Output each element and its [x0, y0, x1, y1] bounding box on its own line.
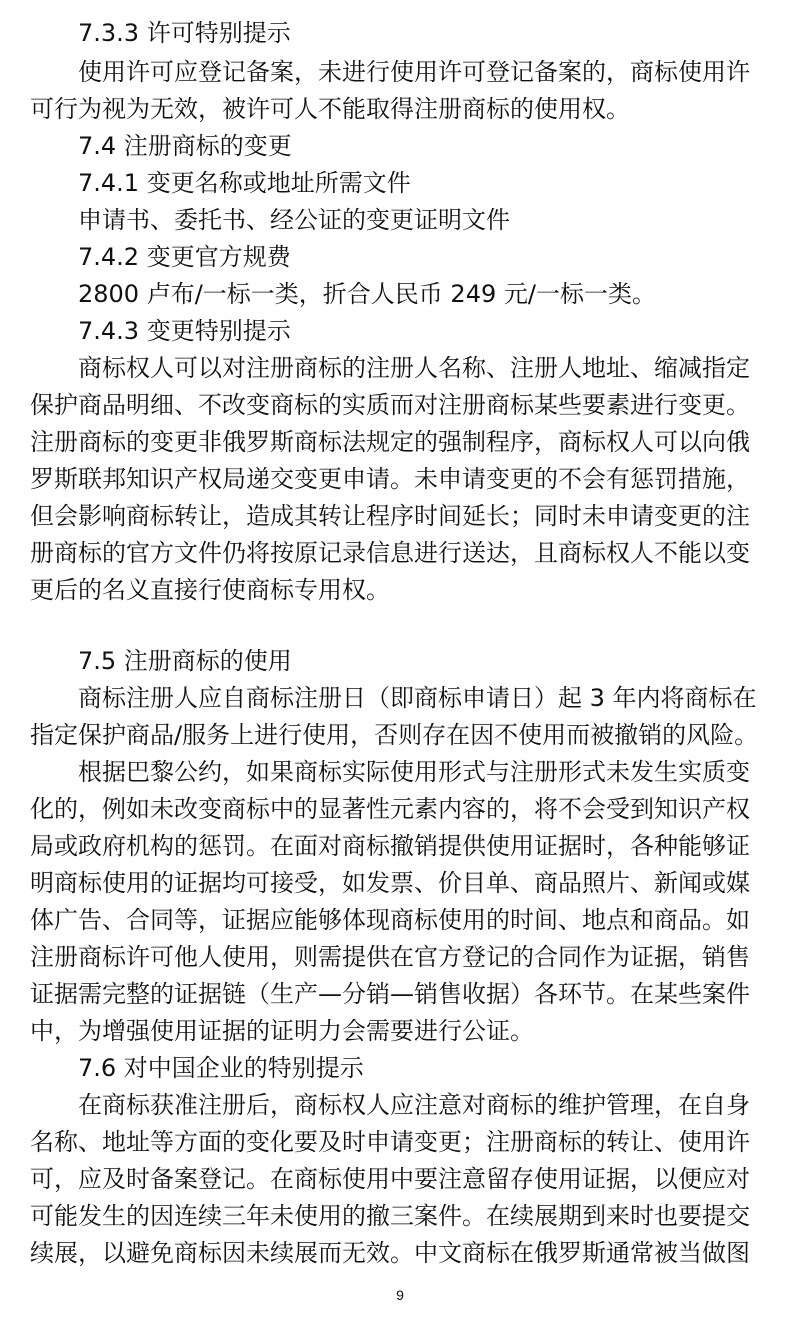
page-number: 9 [396, 1287, 404, 1303]
paragraph-line: 册商标的官方文件仍将按原记录信息进行送达，且商标权人不能以变 [30, 539, 750, 567]
paragraph-line: 根据巴黎公约，如果商标实际使用形式与注册形式未发生实质变 [78, 758, 750, 786]
section-heading-7-4-2: 7.4.2 变更官方规费 [78, 243, 291, 271]
paragraph-line: 但会影响商标转让，造成其转让程序时间延长；同时未申请变更的注 [30, 502, 750, 530]
paragraph-line: 可行为视为无效，被许可人不能取得注册商标的使用权。 [30, 95, 630, 123]
section-heading-7-5: 7.5 注册商标的使用 [78, 647, 292, 675]
paragraph-line: 注册商标的变更非俄罗斯商标法规定的强制程序，商标权人可以向俄 [30, 428, 750, 456]
paragraph-line: 更后的名义直接行使商标专用权。 [30, 576, 390, 604]
paragraph-line: 可，应及时备案登记。在商标使用中要注意留存使用证据，以便应对 [30, 1165, 750, 1193]
paragraph-line: 中，为增强使用证据的证明力会需要进行公证。 [30, 1017, 534, 1045]
paragraph-line: 体广告、合同等，证据应能够体现商标使用的时间、地点和商品。如 [30, 906, 750, 934]
paragraph-line: 商标权人可以对注册商标的注册人名称、注册人地址、缩减指定 [78, 354, 750, 382]
section-heading-7-6: 7.6 对中国企业的特别提示 [78, 1054, 364, 1082]
paragraph-line: 可能发生的因连续三年未使用的撤三案件。在续展期到来时也要提交 [30, 1202, 750, 1230]
paragraph-line: 罗斯联邦知识产权局递交变更申请。未申请变更的不会有惩罚措施， [30, 465, 750, 493]
paragraph-line: 商标注册人应自商标注册日（即商标申请日）起 3 年内将商标在 [78, 684, 757, 712]
paragraph-line: 指定保护商品/服务上进行使用，否则存在因不使用而被撤销的风险。 [30, 721, 759, 749]
paragraph-line: 注册商标许可他人使用，则需提供在官方登记的合同作为证据，销售 [30, 943, 750, 971]
paragraph-line: 名称、地址等方面的变化要及时申请变更；注册商标的转让、使用许 [30, 1128, 750, 1156]
paragraph-line: 明商标使用的证据均可接受，如发票、价目单、商品照片、新闻或媒 [30, 869, 750, 897]
paragraph-line: 使用许可应登记备案，未进行使用许可登记备案的，商标使用许 [78, 58, 750, 86]
section-heading-7-3-3: 7.3.3 许可特别提示 [78, 19, 291, 47]
section-heading-7-4: 7.4 注册商标的变更 [78, 132, 292, 160]
paragraph-line: 局或政府机构的惩罚。在面对商标撤销提供使用证据时，各种能够证 [30, 832, 750, 860]
paragraph-line: 保护商品明细、不改变商标的实质而对注册商标某些要素进行变更。 [30, 391, 750, 419]
section-heading-7-4-1: 7.4.1 变更名称或地址所需文件 [78, 169, 411, 197]
paragraph-line: 在商标获准注册后，商标权人应注意对商标的维护管理，在自身 [78, 1091, 750, 1119]
paragraph-line: 2800 卢布/一标一类，折合人民币 249 元/一标一类。 [78, 280, 656, 308]
paragraph-line: 申请书、委托书、经公证的变更证明文件 [78, 206, 510, 234]
section-heading-7-4-3: 7.4.3 变更特别提示 [78, 317, 291, 345]
paragraph-line: 证据需完整的证据链（生产—分销—销售收据）各环节。在某些案件 [30, 980, 750, 1008]
paragraph-line: 续展，以避免商标因未续展而无效。中文商标在俄罗斯通常被当做图 [30, 1239, 750, 1267]
paragraph-line: 化的，例如未改变商标中的显著性元素内容的，将不会受到知识产权 [30, 795, 750, 823]
